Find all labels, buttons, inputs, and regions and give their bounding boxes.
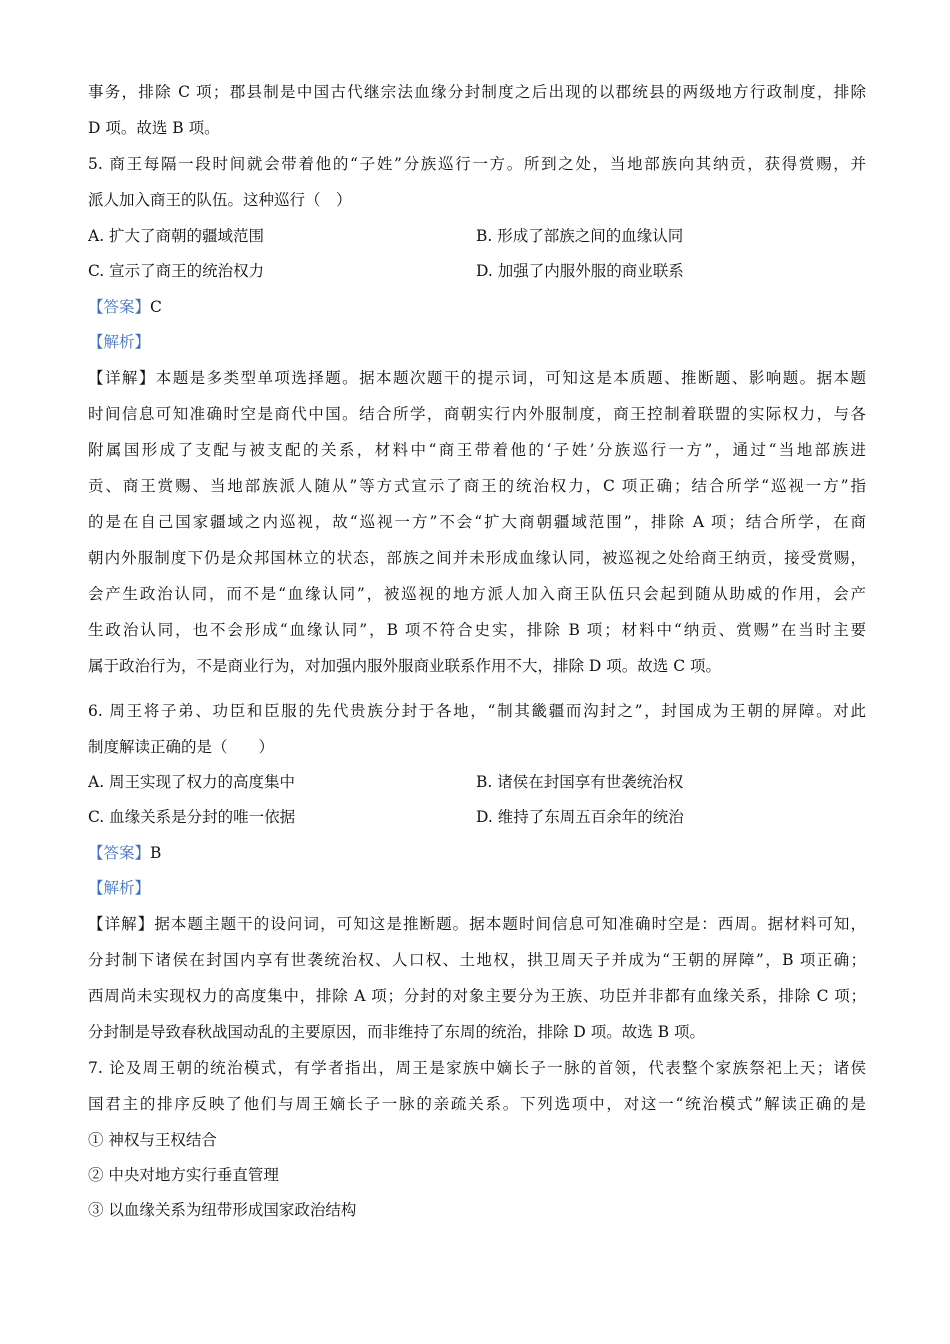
q5-detail-line-2: 时间信息可知准确时空是商代中国。结合所学，商朝实行内外服制度，商王控制着联盟的实际权力，与各 xyxy=(88,405,866,423)
q5-detail-line-6: 朝内外服制度下仍是众邦国林立的状态，部族之间并未形成血缘认同，被巡视之处给商王纳贡，接受赏赐， xyxy=(88,549,866,567)
q5-detail-line-8: 生政治认同，也不会形成“血缘认同”，B 项不符合史实，排除 B 项；材料中“纳贡、赏赐”在当时主要 xyxy=(88,621,866,639)
q7-item-3: ③ 以血缘关系为纽带形成国家政治结构 xyxy=(88,1201,357,1219)
q6-option-b: B. 诸侯在封国享有世袭统治权 xyxy=(476,773,684,791)
q5-detail-line-7: 会产生政治认同，而不是“血缘认同”，被巡视的地方派人加入商王队伍只会起到随从助威的作用，会产 xyxy=(88,585,866,603)
prev-answer-line-1: 事务，排除 C 项；郡县制是中国古代继宗法血缘分封制度之后出现的以郡统县的两级地方行政制度，排除 xyxy=(88,83,866,101)
q5-option-d: D. 加强了内服外服的商业联系 xyxy=(476,262,684,280)
q6-option-d: D. 维持了东周五百余年的统治 xyxy=(476,808,684,826)
detail-label: 【详解】 xyxy=(88,915,155,933)
answer-value: C xyxy=(150,298,162,316)
q6-detail-line-2: 分封制下诸侯在封国内享有世袭统治权、人口权、土地权，拱卫周天子并成为“王朝的屏障”，B 项正确； xyxy=(88,951,866,969)
q6-option-c: C. 血缘关系是分封的唯一依据 xyxy=(88,808,296,826)
q5-stem-line-2: 派人加入商王的队伍。这种巡行（ ） xyxy=(88,191,352,209)
q6-stem-line-1: 6. 周王将子弟、功臣和臣服的先代贵族分封于各地，“制其畿疆而沟封之”，封国成为王朝的屏障。对此 xyxy=(88,702,866,720)
detail-text: 据本题主题干的设问词，可知这是推断题。据本题时间信息可知准确时空是：西周。据材料可知， xyxy=(154,915,866,933)
q5-detail-line-3: 附属国形成了支配与被支配的关系，材料中“商王带着他的‘子姓’分族巡行一方”，通过“当地部族进 xyxy=(88,441,866,459)
q5-option-b: B. 形成了部族之间的血缘认同 xyxy=(476,227,684,245)
q5-answer xyxy=(88,296,162,318)
answer-label: 【答案】 xyxy=(88,298,151,316)
q5-stem-line-1: 5. 商王每隔一段时间就会带着他的“子姓”分族巡行一方。所到之处，当地部族向其纳贡，获得赏赐，并 xyxy=(88,155,866,173)
q6-detail-line-4: 分封制是导致春秋战国动乱的主要原因，而非维持了东周的统治，排除 D 项。故选 B 项。 xyxy=(88,1023,706,1041)
q5-detail-line-9: 属于政治行为，不是商业行为，对加强内服外服商业联系作用不大，排除 D 项。故选 C 项。 xyxy=(88,657,721,675)
answer-label: 【答案】 xyxy=(88,844,151,862)
prev-answer-line-2: D 项。故选 B 项。 xyxy=(88,119,220,137)
q7-item-1: ① 神权与王权结合 xyxy=(88,1131,217,1149)
q6-detail-line-3: 西周尚未实现权力的高度集中，排除 A 项；分封的对象主要分为王族、功臣并非都有血缘关系，排除 C 项； xyxy=(88,987,866,1005)
q5-option-c: C. 宣示了商王的统治权力 xyxy=(88,262,265,280)
detail-text: 本题是多类型单项选择题。据本题次题干的提示词，可知这是本质题、推断题、影响题。据本题 xyxy=(155,369,866,387)
q6-stem-line-2: 制度解读正确的是（ ） xyxy=(88,738,275,756)
q5-option-a: A. 扩大了商朝的疆域范围 xyxy=(88,227,265,245)
q7-stem-line-1: 7. 论及周王朝的统治模式，有学者指出，周王是家族中嫡长子一脉的首领，代表整个家族祭祀上天；诸侯 xyxy=(88,1059,866,1077)
q6-option-a: A. 周王实现了权力的高度集中 xyxy=(88,773,296,791)
detail-label: 【详解】 xyxy=(88,369,156,387)
q6-analysis-label: 【解析】 xyxy=(88,879,151,897)
q6-detail-line-1 xyxy=(88,913,866,935)
q7-item-2: ② 中央对地方实行垂直管理 xyxy=(88,1166,279,1184)
answer-value: B xyxy=(150,844,162,862)
q5-detail-line-4: 贡、商王赏赐、当地部族派人随从”等方式宣示了商王的统治权力，C 项正确；结合所学“巡视一方”指 xyxy=(88,477,866,495)
q5-detail-line-1 xyxy=(88,367,866,389)
q6-answer xyxy=(88,842,161,864)
q5-detail-line-5: 的是在自己国家疆域之内巡视，故“巡视一方”不会“扩大商朝疆域范围”，排除 A 项；结合所学，在商 xyxy=(88,513,866,531)
q7-stem-line-2: 国君主的排序反映了他们与周王嫡长子一脉的亲疏关系。下列选项中，对这一“统治模式”解读正确的是 xyxy=(88,1095,866,1113)
q5-analysis-label: 【解析】 xyxy=(88,333,151,351)
